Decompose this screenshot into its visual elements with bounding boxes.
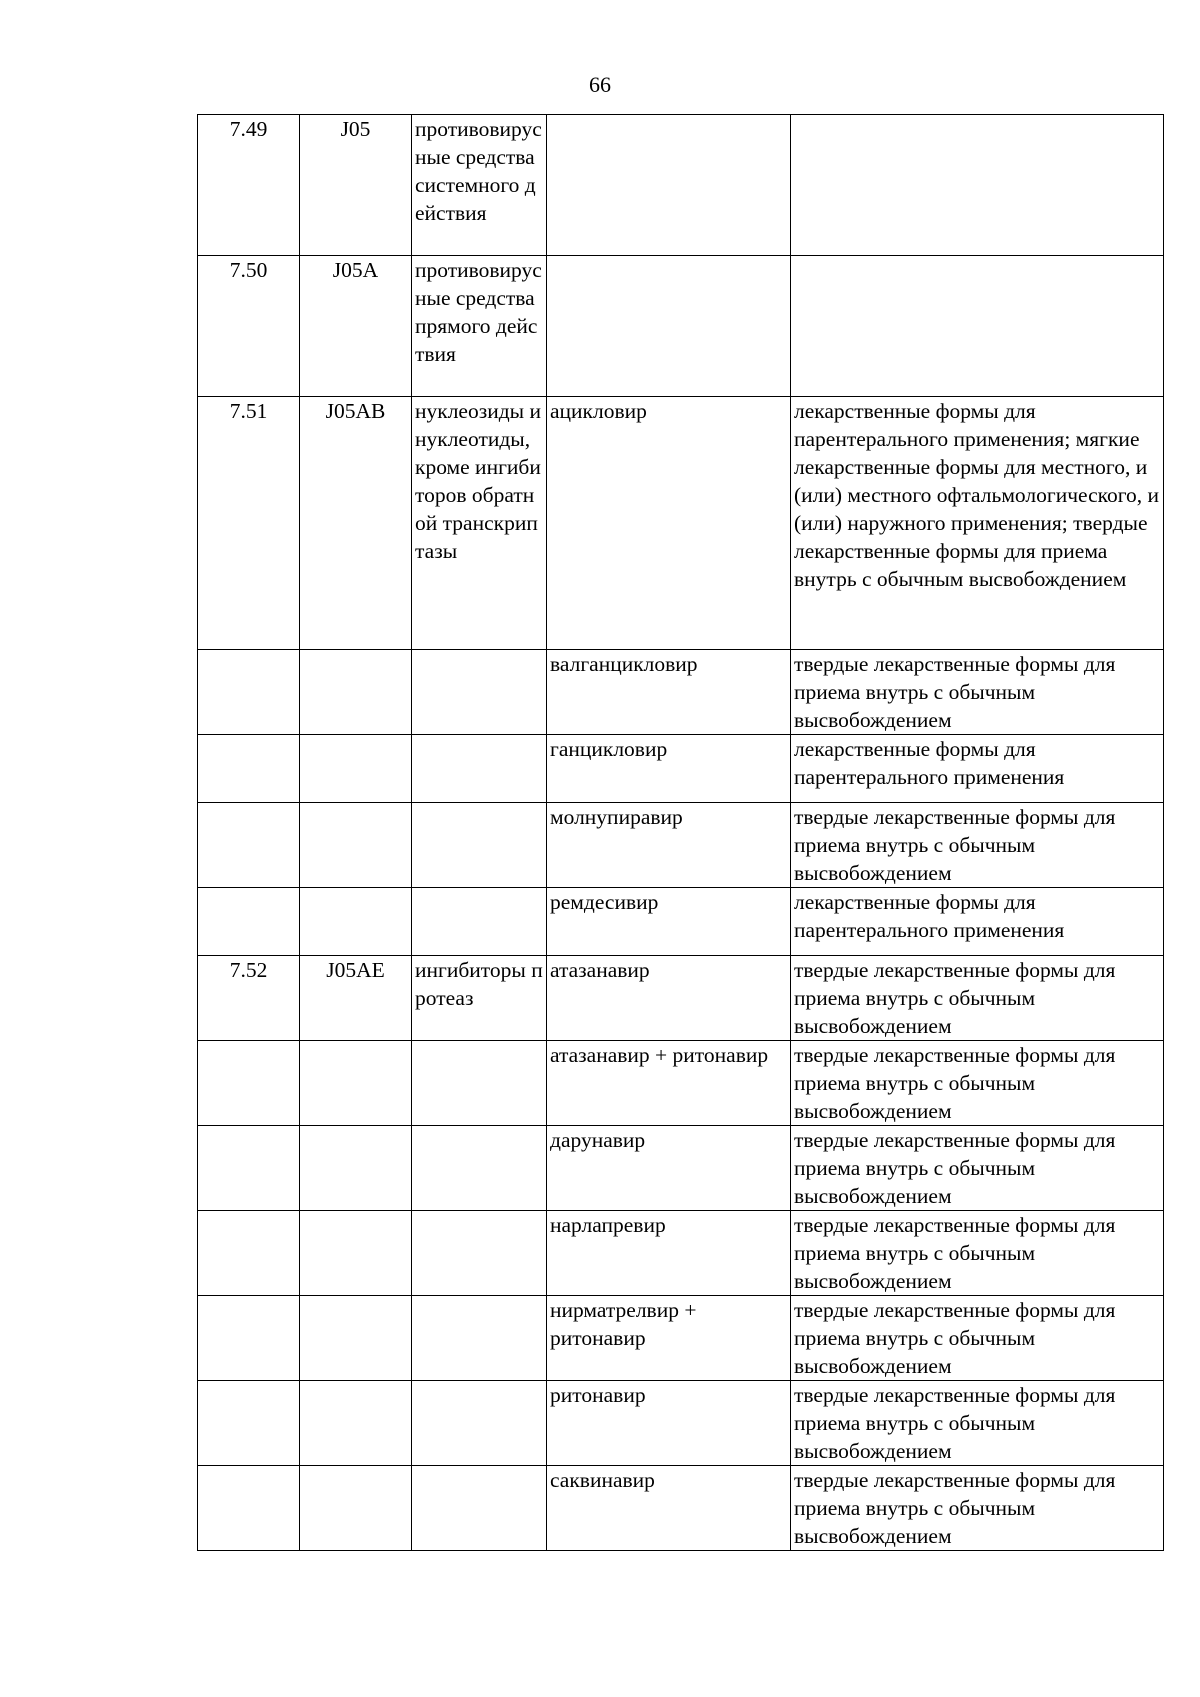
row-number — [198, 888, 300, 956]
row-number — [198, 1296, 300, 1381]
row-number — [198, 650, 300, 735]
table-row — [198, 397, 1164, 650]
dosage-form: твердые лекарственные формы для приема внутрь с обычным высвобождением — [791, 1296, 1164, 1381]
drug-name: ритонавир — [547, 1381, 791, 1466]
dosage-form: твердые лекарственные формы для приема внутрь с обычным высвобождением — [791, 1041, 1164, 1126]
dosage-form: твердые лекарственные формы для приема внутрь с обычным высвобождением — [791, 1381, 1164, 1466]
dosage-form: твердые лекарственные формы для приема внутрь с обычным высвобождением — [791, 1211, 1164, 1296]
row-number: 7.51 — [198, 397, 300, 650]
drug-name: молнупиравир — [547, 803, 791, 888]
table-row — [198, 1041, 1164, 1126]
table-row — [198, 735, 1164, 803]
atc-group-name — [412, 650, 547, 735]
atc-group-name — [412, 1381, 547, 1466]
drug-name: нарлапревир — [547, 1211, 791, 1296]
dosage-form: твердые лекарственные формы для приема внутрь с обычным высвобождением — [791, 650, 1164, 735]
atc-code: J05 — [300, 115, 412, 256]
atc-group-name — [412, 803, 547, 888]
table-row — [198, 1466, 1164, 1551]
dosage-form: лекарственные формы для парентерального применения — [791, 735, 1164, 803]
row-number — [198, 735, 300, 803]
atc-group-name: нуклеозиды и нуклеотиды, кроме ингибиторов обратной транскриптазы — [412, 397, 547, 650]
dosage-form: лекарственные формы для парентерального применения; мягкие лекарственные формы для местного, и (или) местного офтальмологического, и (или) наружного применения; твердые лекарственные формы для приема внутрь с обычным высвобождением — [791, 397, 1164, 650]
atc-code — [300, 1381, 412, 1466]
drug-name: саквинавир — [547, 1466, 791, 1551]
drug-name: валганцикловир — [547, 650, 791, 735]
drug-name: атазанавир + ритонавир — [547, 1041, 791, 1126]
atc-code — [300, 1466, 412, 1551]
row-number — [198, 1126, 300, 1211]
drug-name: ремдесивир — [547, 888, 791, 956]
table-row — [198, 1211, 1164, 1296]
drug-name: дарунавир — [547, 1126, 791, 1211]
dosage-form: твердые лекарственные формы для приема внутрь с обычным высвобождением — [791, 956, 1164, 1041]
atc-group-name — [412, 1041, 547, 1126]
drug-name: нирматрелвир + ритонавир — [547, 1296, 791, 1381]
table-row — [198, 956, 1164, 1041]
atc-group-name — [412, 1211, 547, 1296]
drug-name: атазанавир — [547, 956, 791, 1041]
drug-name — [547, 115, 791, 256]
drug-name: ганцикловир — [547, 735, 791, 803]
row-number — [198, 1211, 300, 1296]
atc-code: J05AB — [300, 397, 412, 650]
dosage-form: твердые лекарственные формы для приема внутрь с обычным высвобождением — [791, 1126, 1164, 1211]
drug-name — [547, 256, 791, 397]
row-number — [198, 1466, 300, 1551]
dosage-form: лекарственные формы для парентерального применения — [791, 888, 1164, 956]
row-number: 7.49 — [198, 115, 300, 256]
atc-code — [300, 1041, 412, 1126]
dosage-form: твердые лекарственные формы для приема внутрь с обычным высвобождением — [791, 1466, 1164, 1551]
atc-code: J05AE — [300, 956, 412, 1041]
table-row — [198, 1296, 1164, 1381]
atc-code — [300, 1211, 412, 1296]
dosage-form — [791, 115, 1164, 256]
atc-group-name — [412, 735, 547, 803]
drug-name: ацикловир — [547, 397, 791, 650]
table-row — [198, 1126, 1164, 1211]
atc-group-name: противовирусные средства системного действия — [412, 115, 547, 256]
dosage-form: твердые лекарственные формы для приема внутрь с обычным высвобождением — [791, 803, 1164, 888]
row-number — [198, 803, 300, 888]
atc-group-name: ингибиторы протеаз — [412, 956, 547, 1041]
atc-group-name — [412, 1466, 547, 1551]
atc-code — [300, 1296, 412, 1381]
table-row — [198, 803, 1164, 888]
atc-code — [300, 803, 412, 888]
page-number: 66 — [589, 72, 611, 97]
drug-table — [197, 114, 1164, 1551]
atc-code — [300, 1126, 412, 1211]
row-number: 7.50 — [198, 256, 300, 397]
table-row — [198, 650, 1164, 735]
table-row — [198, 888, 1164, 956]
atc-code — [300, 735, 412, 803]
atc-code — [300, 650, 412, 735]
row-number — [198, 1381, 300, 1466]
table-row — [198, 256, 1164, 397]
row-number: 7.52 — [198, 956, 300, 1041]
row-number — [198, 1041, 300, 1126]
atc-group-name — [412, 1296, 547, 1381]
atc-group-name: противовирусные средства прямого действия — [412, 256, 547, 397]
atc-group-name — [412, 1126, 547, 1211]
atc-code — [300, 888, 412, 956]
atc-code: J05A — [300, 256, 412, 397]
dosage-form — [791, 256, 1164, 397]
table-row — [198, 115, 1164, 256]
atc-group-name — [412, 888, 547, 956]
table-row — [198, 1381, 1164, 1466]
